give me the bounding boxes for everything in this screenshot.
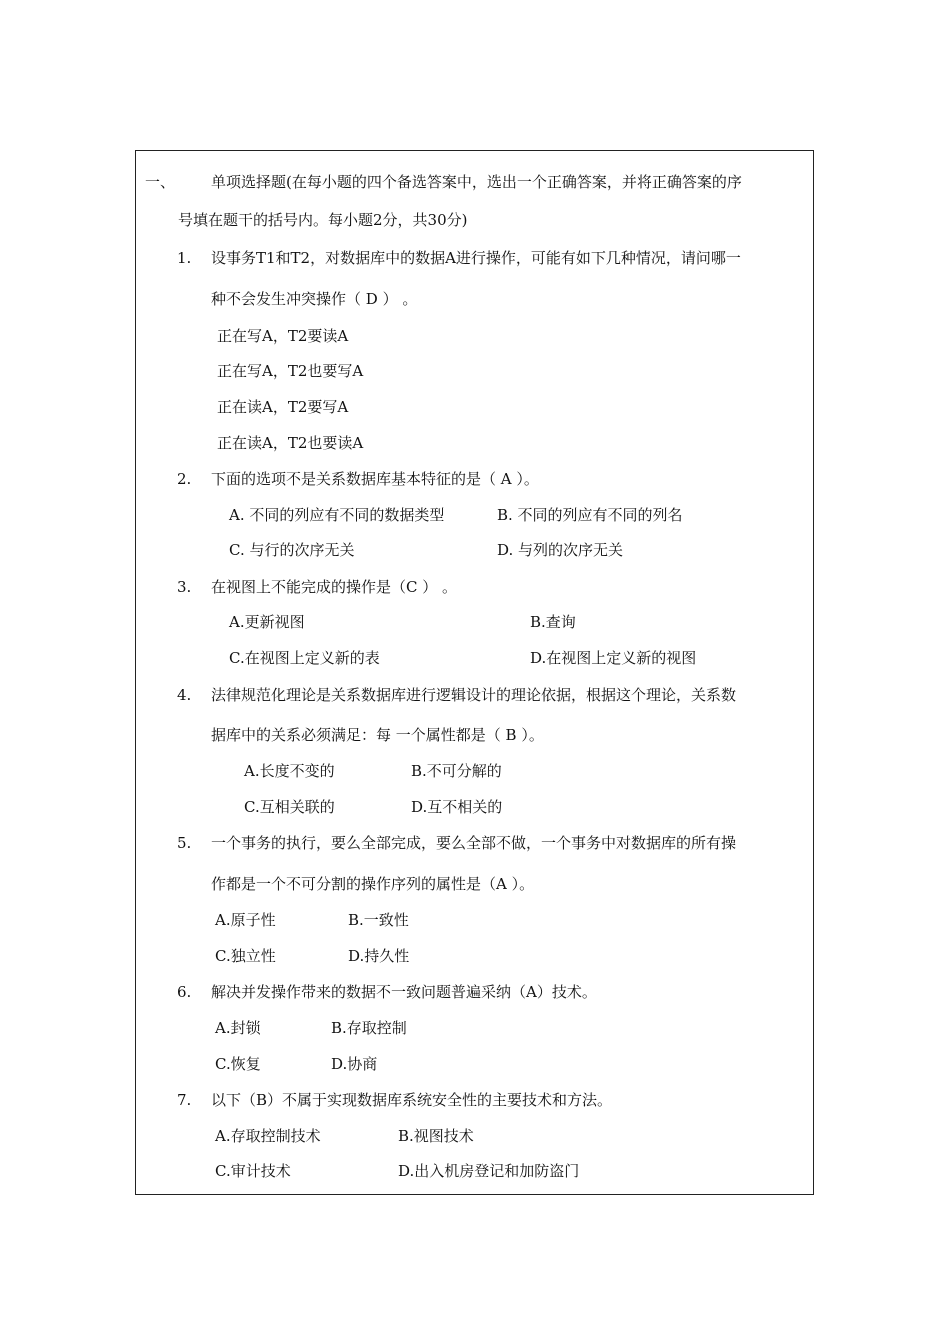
q3-option: C.在视图上定义新的表 bbox=[229, 649, 380, 667]
q4-option: C.互相关联的 bbox=[244, 798, 335, 816]
q3-option: B.查询 bbox=[530, 613, 576, 631]
q1-option: 正在读A，T2要写A bbox=[217, 398, 349, 416]
section-title-line2: 号填在题干的括号内。每小题2分，共30分) bbox=[178, 211, 468, 229]
q7-option: C.审计技术 bbox=[215, 1162, 291, 1180]
q3-number: 3. bbox=[177, 578, 192, 596]
q5-text-line2: 作都是一个不可分割的操作序列的属性是（A ）。 bbox=[211, 875, 535, 893]
q1-text-line2: 种不会发生冲突操作（ D ） 。 bbox=[211, 290, 418, 308]
q7-option: A.存取控制技术 bbox=[215, 1127, 321, 1145]
q2-option: C. 与行的次序无关 bbox=[229, 541, 355, 559]
q2-number: 2. bbox=[177, 470, 192, 488]
q5-option: D.持久性 bbox=[348, 947, 410, 965]
q5-option: A.原子性 bbox=[215, 911, 276, 929]
q4-text-line2: 据库中的关系必须满足：每 一个属性都是（ B ）。 bbox=[211, 726, 544, 744]
q3-text-line1: 在视图上不能完成的操作是（C ） 。 bbox=[211, 578, 458, 596]
q3-option: A.更新视图 bbox=[229, 613, 305, 631]
q4-option: A.长度不变的 bbox=[244, 762, 335, 780]
q5-option: B.一致性 bbox=[348, 911, 409, 929]
q7-option: D.出入机房登记和加防盗门 bbox=[398, 1162, 580, 1180]
q5-text-line1: 一个事务的执行，要么全部完成，要么全部不做，一个事务中对数据库的所有操 bbox=[211, 834, 737, 852]
q7-number: 7. bbox=[177, 1091, 192, 1109]
q1-option: 正在读A，T2也要读A bbox=[217, 434, 364, 452]
q3-option: D.在视图上定义新的视图 bbox=[530, 649, 697, 667]
q6-option: A.封锁 bbox=[215, 1019, 261, 1037]
q4-number: 4. bbox=[177, 686, 192, 704]
q2-text-line1: 下面的选项不是关系数据库基本特征的是（ A ）。 bbox=[211, 470, 539, 488]
q2-option: B. 不同的列应有不同的列名 bbox=[497, 506, 683, 524]
section-title-line1: 单项选择题(在每小题的四个备选答案中，选出一个正确答案，并将正确答案的序 bbox=[211, 173, 742, 191]
q6-option: D.协商 bbox=[331, 1055, 378, 1073]
q5-number: 5. bbox=[177, 834, 192, 852]
q6-number: 6. bbox=[177, 983, 192, 1001]
q4-text-line1: 法律规范化理论是关系数据库进行逻辑设计的理论依据，根据这个理论，关系数 bbox=[211, 686, 737, 704]
section-number: 一、 bbox=[145, 173, 176, 191]
q1-option: 正在写A，T2也要写A bbox=[217, 362, 364, 380]
q7-option: B.视图技术 bbox=[398, 1127, 474, 1145]
q2-option: A. 不同的列应有不同的数据类型 bbox=[229, 506, 445, 524]
q4-option: B.不可分解的 bbox=[411, 762, 502, 780]
q1-number: 1. bbox=[177, 249, 192, 267]
q5-option: C.独立性 bbox=[215, 947, 276, 965]
q7-text-line1: 以下（B）不属于实现数据库系统安全性的主要技术和方法。 bbox=[211, 1091, 613, 1109]
q1-option: 正在写A，T2要读A bbox=[217, 327, 349, 345]
q6-text-line1: 解决并发操作带来的数据不一致问题普遍采纳（A）技术。 bbox=[211, 983, 597, 1001]
q2-option: D. 与列的次序无关 bbox=[497, 541, 624, 559]
q4-option: D.互不相关的 bbox=[411, 798, 503, 816]
q6-option: C.恢复 bbox=[215, 1055, 261, 1073]
q1-text-line1: 设事务T1和T2，对数据库中的数据A进行操作，可能有如下几种情况，请问哪一 bbox=[211, 249, 741, 267]
q6-option: B.存取控制 bbox=[331, 1019, 407, 1037]
